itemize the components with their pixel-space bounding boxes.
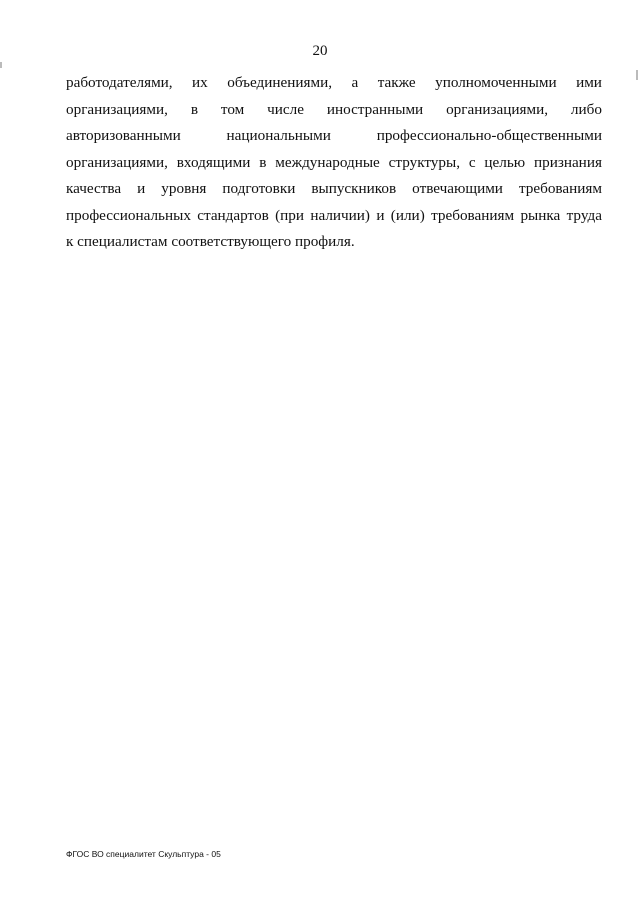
word: национальными bbox=[226, 127, 331, 144]
text-line bbox=[66, 203, 602, 230]
word: входящими bbox=[176, 153, 251, 171]
word: требованиям bbox=[431, 206, 515, 224]
scan-edge-mark-right bbox=[636, 70, 638, 80]
word: профессионально-общественными bbox=[376, 127, 602, 144]
word: отвечающими bbox=[412, 180, 503, 197]
word: организациями, bbox=[446, 100, 549, 118]
word: организациями, bbox=[66, 100, 168, 118]
word: целью bbox=[484, 153, 526, 171]
scan-edge-mark-left bbox=[0, 62, 2, 68]
word: числе bbox=[267, 100, 304, 118]
word: и bbox=[137, 180, 146, 197]
word: ими bbox=[576, 74, 602, 91]
text-line bbox=[66, 150, 602, 177]
word: иностранными bbox=[326, 100, 424, 118]
word: организациями, bbox=[66, 153, 168, 171]
text-line bbox=[66, 70, 602, 97]
word: структуры, bbox=[388, 153, 460, 171]
word: в bbox=[259, 153, 267, 171]
word: признания bbox=[533, 153, 602, 171]
word: стандартов bbox=[197, 206, 269, 224]
word: уполномоченными bbox=[435, 74, 557, 91]
word: уровня bbox=[161, 180, 207, 197]
word: авторизованными bbox=[66, 127, 181, 144]
word: рынка bbox=[520, 206, 561, 224]
body-paragraph bbox=[66, 70, 602, 256]
word: (при bbox=[275, 206, 304, 224]
word: труда bbox=[566, 206, 602, 224]
word: и bbox=[376, 206, 385, 224]
word: выпускников bbox=[311, 180, 397, 197]
word: объединениями, bbox=[227, 74, 333, 91]
word: международные bbox=[275, 153, 380, 171]
word: (или) bbox=[390, 206, 425, 224]
text-line bbox=[66, 176, 602, 203]
document-footer: ФГОС ВО специалитет Скульптура - 05 bbox=[66, 849, 221, 859]
word: с bbox=[468, 153, 476, 171]
word: качества bbox=[66, 180, 122, 197]
word: их bbox=[192, 74, 208, 91]
word: также bbox=[377, 74, 416, 91]
word: в bbox=[190, 100, 198, 118]
word: а bbox=[351, 74, 359, 91]
word: к специалистам соответствующего профиля. bbox=[66, 233, 355, 250]
page-number: 20 bbox=[312, 43, 328, 59]
word: профессиональных bbox=[66, 206, 191, 224]
word: том bbox=[220, 100, 245, 118]
text-line bbox=[66, 229, 602, 256]
word: либо bbox=[570, 100, 602, 118]
text-line bbox=[66, 123, 602, 150]
word: подготовки bbox=[222, 180, 296, 197]
text-line bbox=[66, 97, 602, 124]
word: наличии) bbox=[310, 206, 370, 224]
word: требованиям bbox=[518, 180, 602, 197]
word: работодателями, bbox=[66, 74, 173, 91]
